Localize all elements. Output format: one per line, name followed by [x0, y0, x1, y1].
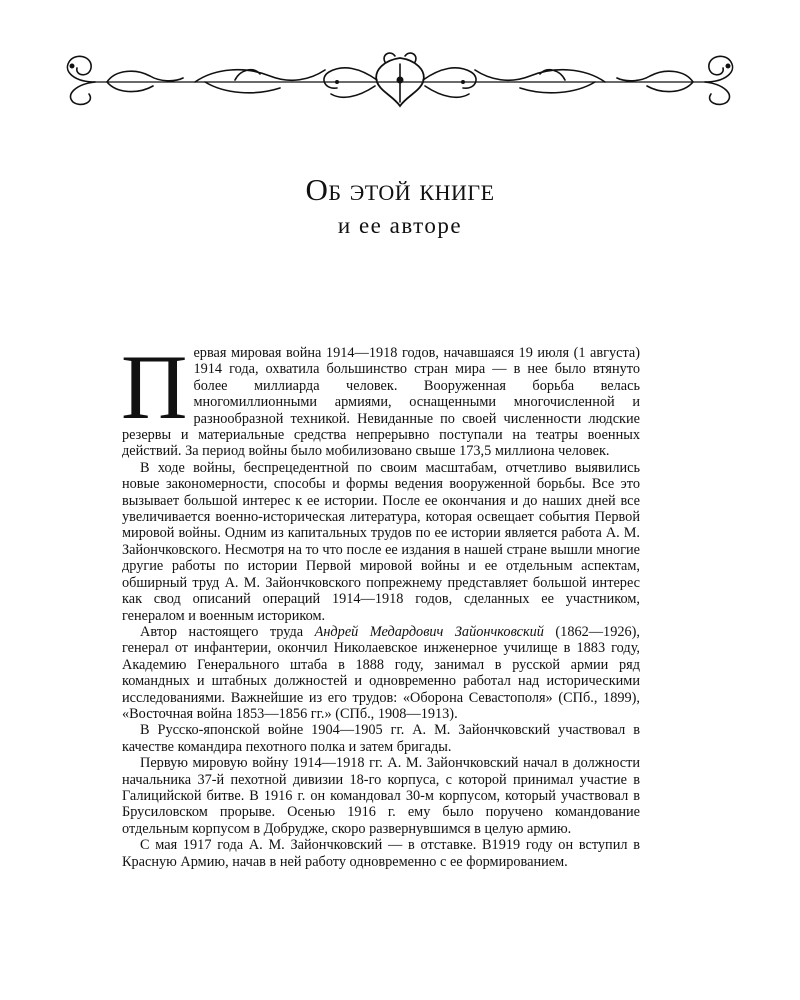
decorative-header-ornament [55, 50, 745, 110]
paragraph-3-rest: (1862—1926), генерал от инфантерии, окончил Николаевское инженерное училище в 1883 году, Академию Генерального штаба в 1888 году, занимал в русской армии ряд командных и штабных должностей и одновременно работал над историческими исследованиями. Важнейшие из его трудов: «Оборона Севастополя» (СПб., 1899), «Восточная война 1853—1856 гг.» (СПб., 1908—1913). [122, 623, 640, 722]
paragraph-1 [121, 336, 640, 460]
article-body [121, 336, 640, 870]
author-name: Андрей Медардович Зайончковский [314, 623, 544, 640]
paragraph-6: С мая 1917 года А. М. Зайончковский — в отставке. В1919 году он вступил в Красную Армию, начав в ней работу одновременно с ее формированием. [122, 837, 640, 870]
paragraph-2: В ходе войны, беспрецедентной по своим масштабам, отчетливо выявились новые закономерности, способы и формы ведения вооруженной борьбы. Все это вызывает большой интерес к ее истории. После ее окончания и до наших дней все увеличивается военно-историческая литература, которая освещает события Первой мировой войны. Одним из капитальных трудов по ее истории является работа А. М. Зайончковского. Несмотря на то что после ее издания в нашей стране вышли многие другие работы по истории Первой мировой войны и ее отдельным аспектам, обширный труд А. М. Зайончковского попрежнему представляет большой интерес как свод описаний операций 1914—1918 годов, сделанных ее участником, генералом и военным историком. [122, 459, 640, 624]
paragraph-4: В Русско-японской войне 1904—1905 гг. А. М. Зайончковский участвовал в качестве командира пехотного полка и затем бригады. [122, 722, 640, 755]
paragraph-3 [122, 624, 640, 722]
chapter-title-line-2: и ее авторе [337, 213, 463, 238]
drop-cap: П [121, 336, 188, 438]
paragraph-5: Первую мировую войну 1914—1918 гг. А. М. Зайончковский начал в должности начальника 37-й пехотной дивизии 18-го корпуса, с которой принимал участие в Галицийской битве. В 1916 г. он командовал 30-м корпусом, который участвовал в Брусиловском прорыве. Осенью 1916 г. ему было поручено командование отдельным корпусом в Добрудже, скоро развернувшимся в целую армию. [122, 755, 640, 837]
chapter-title-line-1: Об этой книге [305, 172, 495, 207]
paragraph-3-lead: Автор настоящего труда [140, 623, 315, 640]
paragraph-1-text: ервая мировая война 1914—1918 годов, начавшаяся 19 июля (1 августа) 1914 года, охватила большинство стран мира — в нее было втянуто более миллиарда человек. Вооруженная борьба велась многомиллионными армиями, оснащенными многочисленной и разнообразной техникой. Невиданные по своей численности людские резервы и материальные средства непрерывно поступали на театры военных действий. За период войны было мобилизовано свыше 173,5 миллиона человек. [122, 345, 640, 460]
